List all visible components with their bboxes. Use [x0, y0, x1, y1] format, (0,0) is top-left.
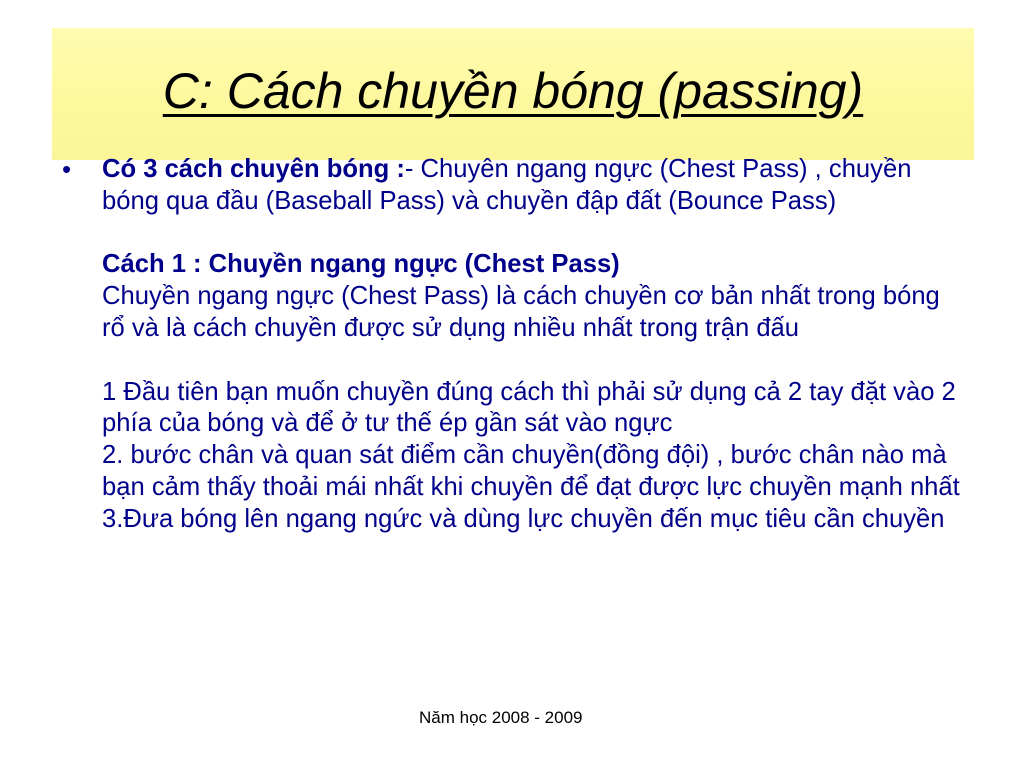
- slide-title: C: Cách chuyền bóng (passing): [162, 63, 864, 119]
- method1-description: Chuyền ngang ngực (Chest Pass) là cách chuyền cơ bản nhất trong bóng rổ và là cách chuyền được sử dụng nhiều nhất trong trận đấu: [102, 282, 940, 342]
- intro-text: - Chuyên ngang ngực (Chest Pass) , chuyền bóng qua đầu (Baseball Pass) và chuyền đập đất (Bounce Pass): [102, 155, 912, 215]
- bullet-content: [102, 154, 968, 536]
- bullet-symbol: •: [62, 154, 72, 184]
- method1-heading: Cách 1 : Chuyền ngang ngực (Chest Pass): [102, 250, 620, 279]
- step-1: 1 Đầu tiên bạn muốn chuyền đúng cách thì phải sử dụng cả 2 tay đặt vào 2 phía của bóng và để ở tư thế ép gần sát vào ngực: [102, 377, 956, 438]
- slide-body: [62, 154, 968, 536]
- step-2: 2. bước chân và quan sát điểm cần chuyền(đồng đội) , bước chân nào mà bạn cảm thấy thoải mái nhất khi chuyền để đạt được lực chuyền mạnh nhất: [102, 441, 960, 501]
- spacer: [102, 345, 968, 377]
- intro-paragraph: [102, 154, 968, 218]
- footer-school-year: Năm học 2008 - 2009: [419, 708, 583, 727]
- step-3: 3.Đưa bóng lên ngang ngức và dùng lực chuyền đến mục tiêu cần chuyền: [102, 504, 945, 533]
- spacer: [102, 218, 968, 250]
- bullet-item: [62, 154, 968, 536]
- title-band: [52, 28, 974, 160]
- intro-bold: Có 3 cách chuyên bóng :: [102, 155, 405, 183]
